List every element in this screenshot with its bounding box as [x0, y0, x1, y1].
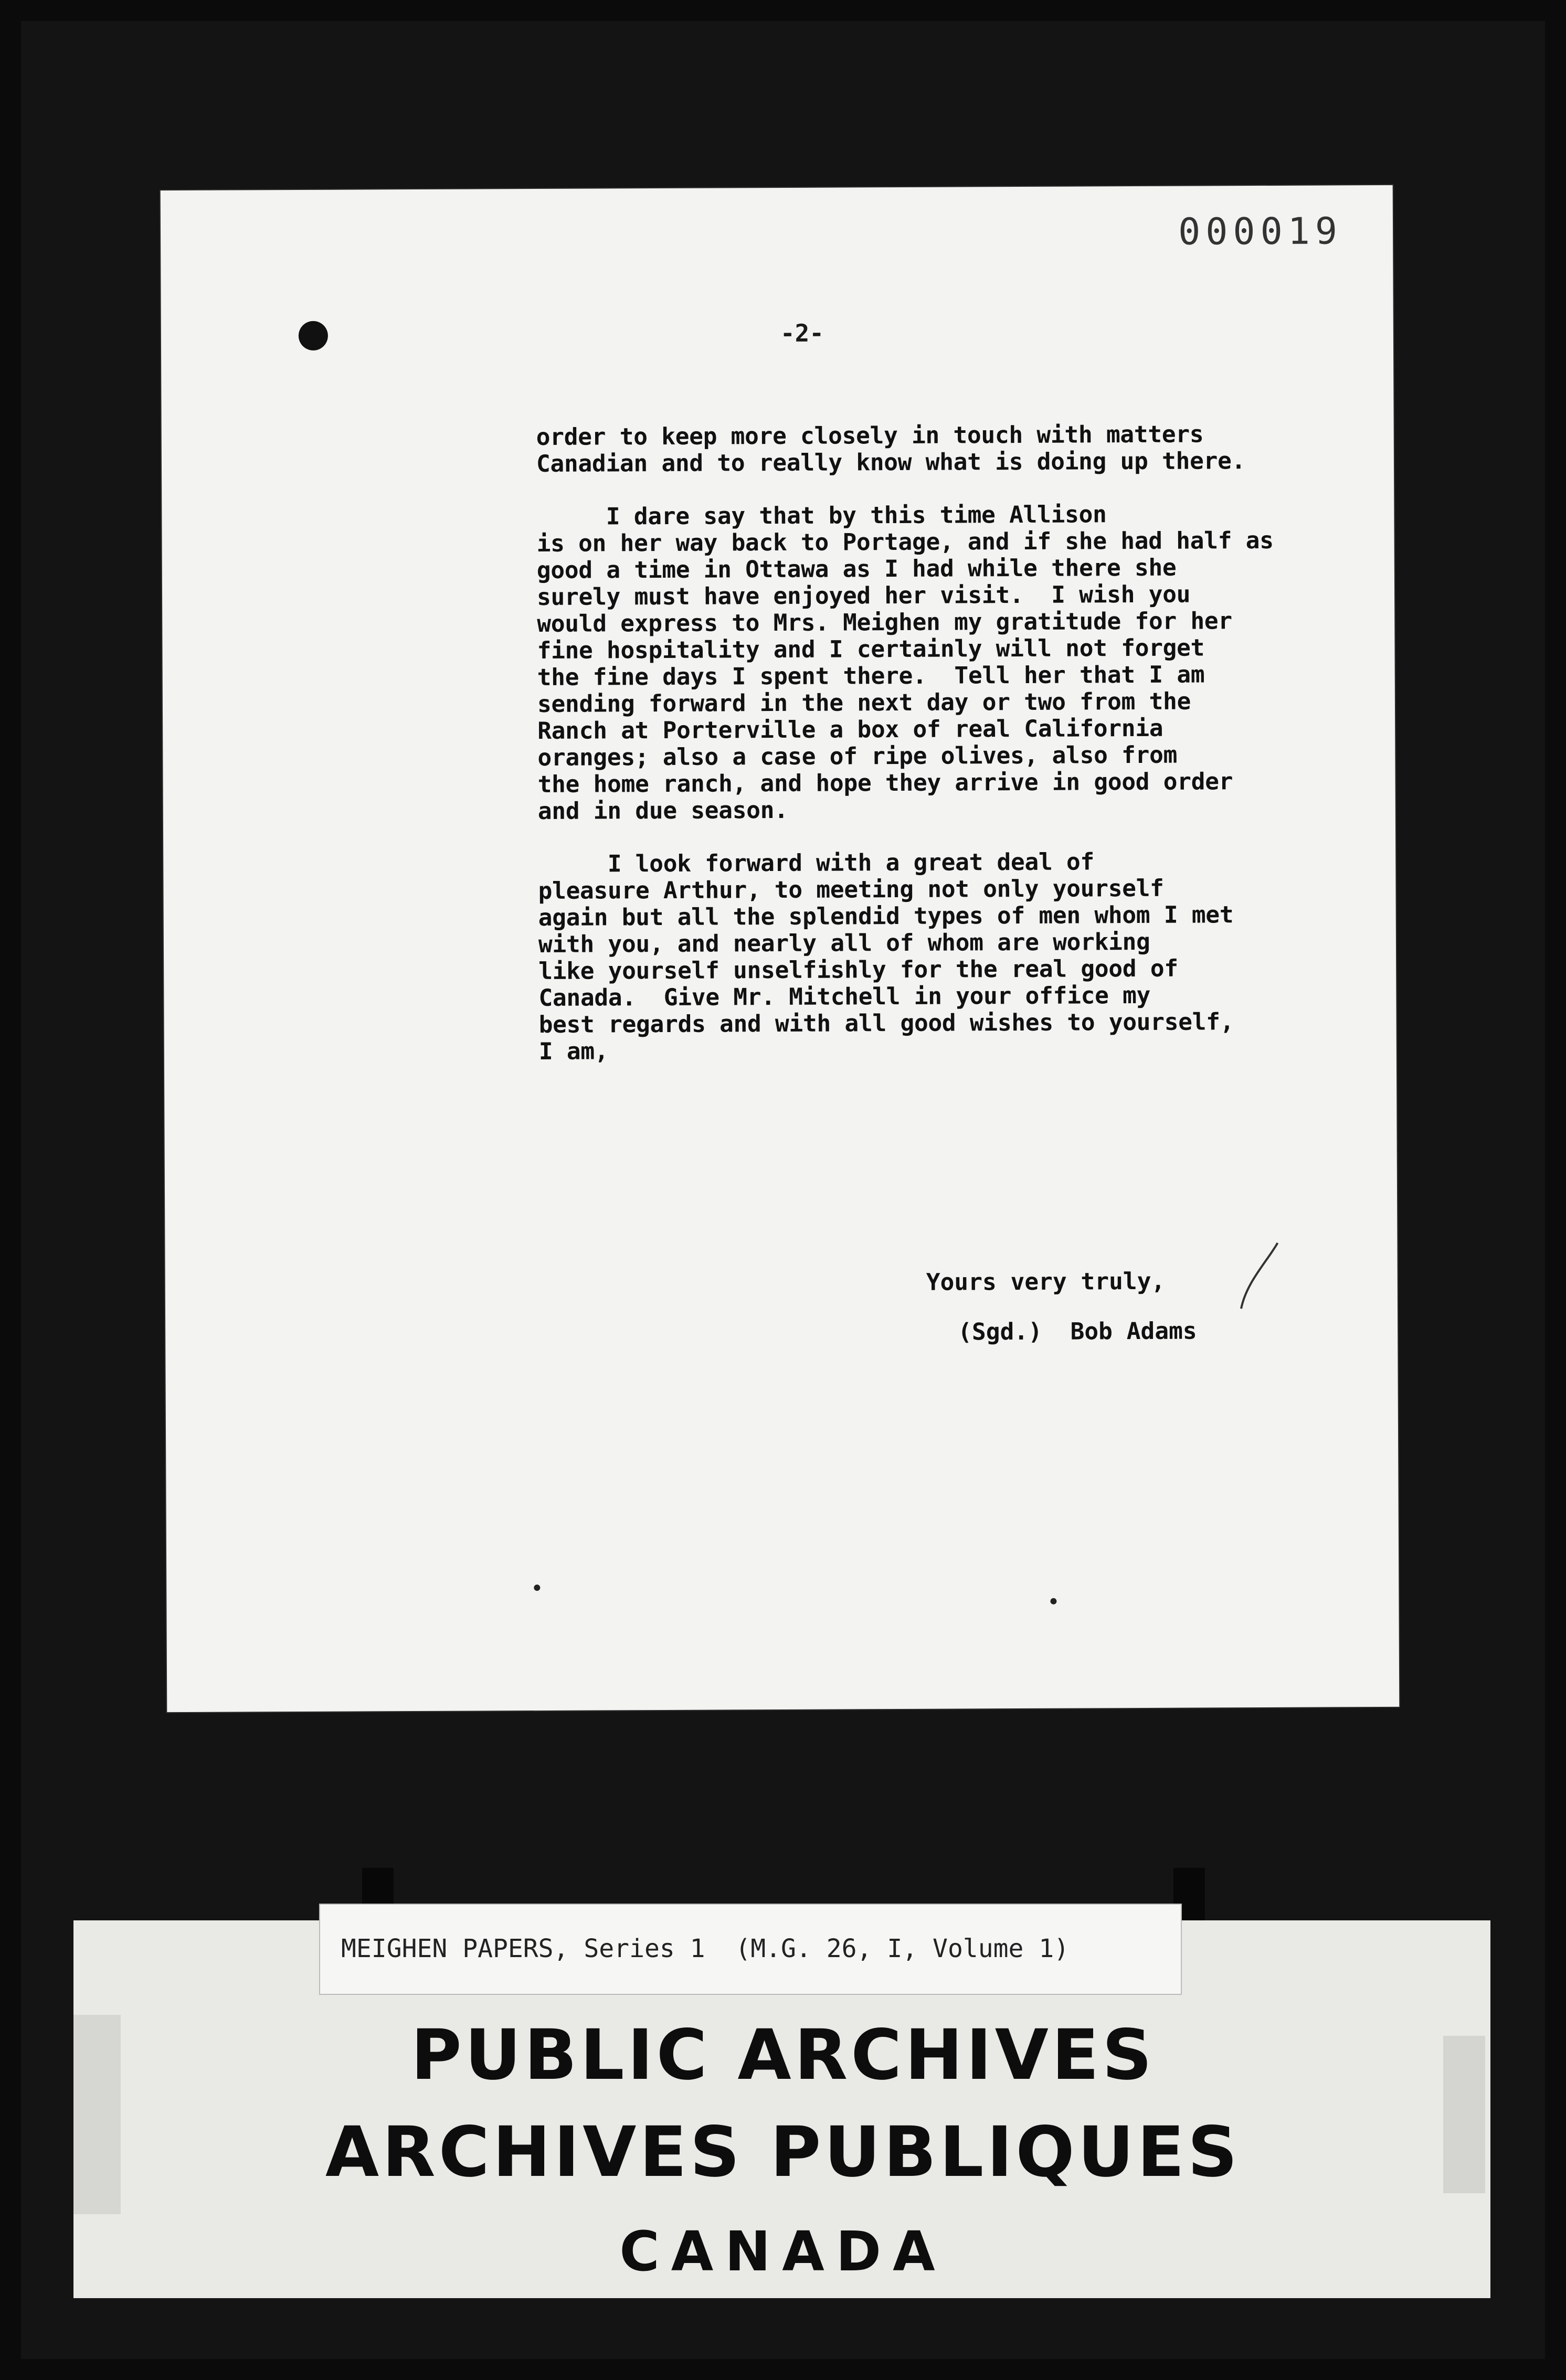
text-line: best regards and with all good wishes to yourself,: [538, 1008, 1234, 1039]
punch-hole: [299, 321, 328, 350]
text-line: I am,: [538, 1038, 609, 1066]
text-line: sending forward in the next day or two from the: [537, 688, 1191, 718]
ink-speck: [1050, 1598, 1056, 1605]
text-line: with you, and nearly all of whom are working: [538, 928, 1150, 959]
text-line: fine hospitality and I certainly will not forget: [537, 634, 1205, 665]
paragraph-3: [538, 847, 1421, 1065]
ink-speck: [534, 1585, 540, 1591]
closing-salutation: Yours very truly,: [926, 1268, 1166, 1296]
heading-canada: CANADA: [619, 2219, 947, 2283]
text-line: and in due season.: [537, 796, 788, 825]
text-line: the fine days I spent there. Tell her that I am: [537, 661, 1205, 692]
heading-archives-publiques: ARCHIVES PUBLIQUES: [325, 2112, 1241, 2193]
text-line: I dare say that by this time Allison: [536, 501, 1107, 531]
text-line: oranges; also a case of ripe olives, also from: [537, 741, 1178, 772]
pencil-check-icon: [1225, 1240, 1288, 1314]
letter-closing: [926, 1268, 1197, 1346]
text-line: again but all the splendid types of men whom I met: [538, 901, 1234, 932]
text-line: Ranch at Porterville a box of real California: [537, 715, 1163, 745]
text-line: like yourself unselfishly for the real good of: [538, 955, 1178, 985]
letter-body: [536, 420, 1421, 1065]
page-number: -2-: [780, 318, 824, 347]
text-line: order to keep more closely in touch with matters: [536, 421, 1204, 451]
archive-number: 000019: [1178, 209, 1343, 253]
text-line: is on her way back to Portage, and if she had half as: [536, 527, 1274, 558]
text-line: Canadian and to really know what is doing up there.: [536, 448, 1246, 478]
heading-public-archives: PUBLIC ARCHIVES: [410, 2015, 1156, 2096]
paragraph-2: [536, 500, 1420, 825]
text-line: pleasure Arthur, to meeting not only yourself: [538, 875, 1164, 905]
text-line: Canada. Give Mr. Mitchell in your office my: [538, 982, 1151, 1012]
series-label-text: MEIGHEN PAPERS, Series 1 (M.G. 26, I, Volume 1): [341, 1934, 1070, 1963]
paragraph-1: [536, 420, 1418, 477]
text-line: surely must have enjoyed her visit. I wish you: [536, 581, 1191, 611]
text-line: good a time in Ottawa as I had while there she: [536, 554, 1177, 585]
text-line: the home ranch, and hope they arrive in good order: [537, 768, 1233, 799]
signature: (Sgd.) Bob Adams: [958, 1318, 1197, 1346]
text-line: I look forward with a great deal of: [538, 848, 1095, 878]
series-label: [320, 1905, 1181, 1994]
letter-page: [161, 185, 1400, 1712]
text-line: would express to Mrs. Meighen my gratitude for her: [537, 608, 1232, 638]
